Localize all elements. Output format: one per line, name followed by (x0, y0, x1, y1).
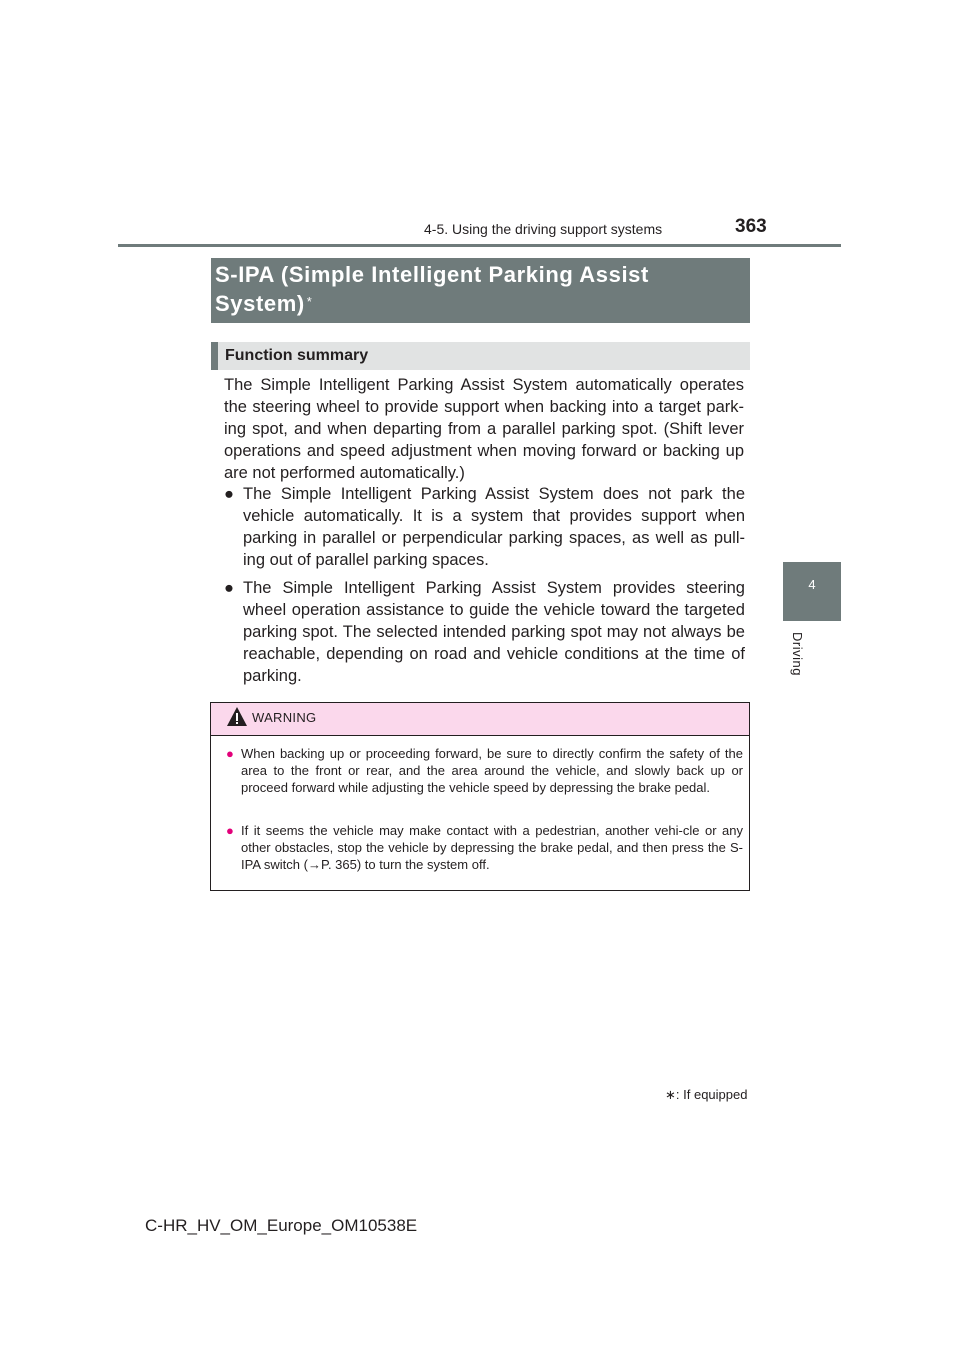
warning-item-text: If it seems the vehicle may make contact with a pedestrian, another vehi-cle or any other obstacles, stop the vehicle by depressing the brake pedal, and then press the S-IPA switch (→P. 365) to turn the system off. (241, 823, 743, 872)
summary-bullet-text: The Simple Intelligent Parking Assist System provides steering wheel operation assistance to guide the vehicle toward the targeted parking spot. The selected intended parking spot may not always be reachable, depending on road and vehicle conditions at the time of parking. (243, 579, 745, 685)
section-label: 4-5. Using the driving support systems (424, 221, 663, 237)
summary-bullet-text: The Simple Intelligent Parking Assist System does not park the vehicle automatically. It is a system that provides support when parking in parallel or perpendicular parking spaces, as well as pull-ing out of parallel parking spaces. (243, 485, 745, 569)
summary-heading: Function summary (225, 347, 369, 364)
warning-item-text: When backing up or proceeding forward, be sure to directly confirm the safety of the area to the front or rear, and the area around the vehicle, and slowly back up or proceed forward while adjusting the vehicle speed by depressing the brake pedal. (241, 746, 743, 795)
page-title (215, 260, 735, 318)
summary-bullet (224, 483, 745, 571)
footer-document-code: C-HR_HV_OM_Europe_OM10538E (145, 1216, 418, 1235)
page-title-text: S-IPA (Simple Intelligent Parking Assist System) (215, 262, 649, 316)
page-number: 363 (735, 216, 767, 237)
bullet-icon: ● (224, 485, 234, 503)
chapter-title: Driving (790, 632, 805, 676)
intro-paragraph: The Simple Intelligent Parking Assist System automatically operates the steering wheel to provide support when backing into a target park-ing spot, and when departing from a parallel parking spot. (Shift lever operations and speed adjustment when moving forward or backing up are not performed automatically.) (224, 376, 744, 482)
warning-triangle-icon (226, 706, 248, 728)
warning-label: WARNING (252, 710, 317, 725)
footnote-mark: ∗ (665, 1087, 676, 1102)
header-rule (118, 244, 841, 247)
summary-heading-accent (211, 342, 218, 370)
warning-bullet-icon: ● (226, 823, 234, 838)
warning-item (226, 822, 743, 873)
warning-bullet-icon: ● (226, 746, 234, 761)
summary-bullet (224, 577, 745, 687)
chapter-number: 4 (808, 577, 816, 592)
warning-item (226, 745, 743, 796)
title-footnote-mark: * (306, 294, 313, 309)
footnote-text: : If equipped (675, 1087, 748, 1102)
bullet-icon: ● (224, 579, 234, 597)
footnote (665, 1087, 747, 1103)
